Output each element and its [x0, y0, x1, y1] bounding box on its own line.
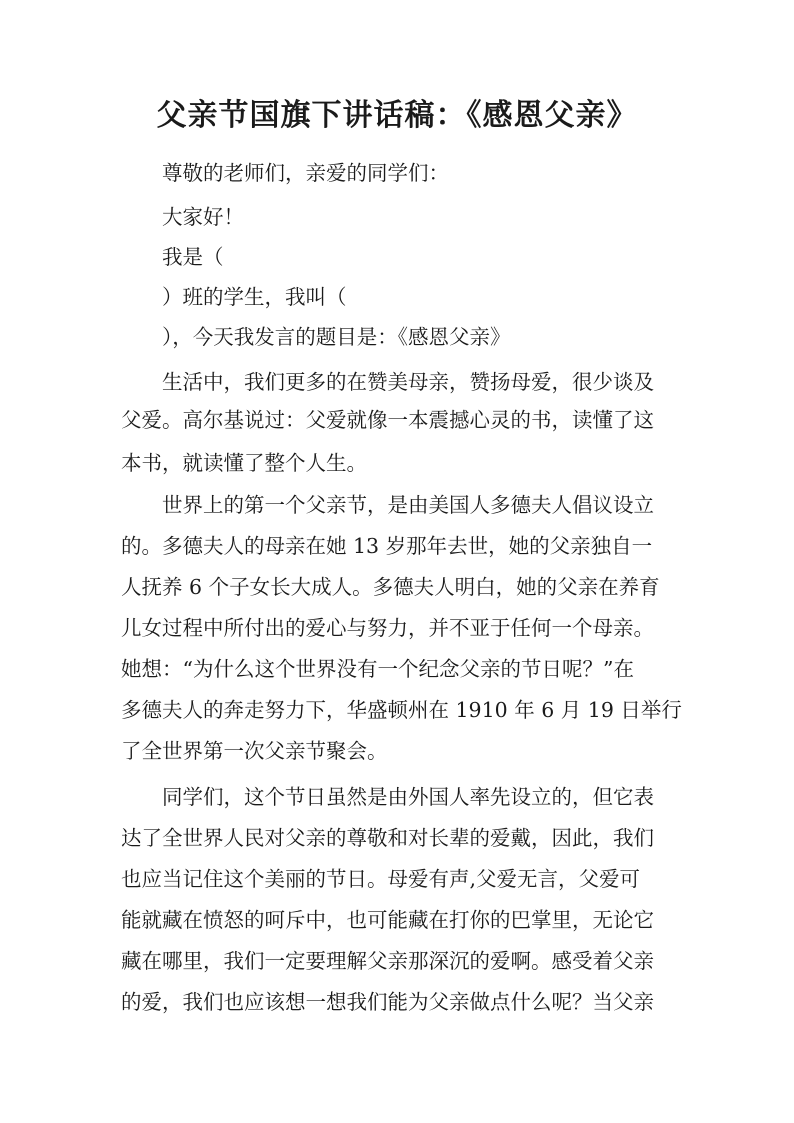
- document-title: 父亲节国旗下讲话稿：《感恩父亲》: [156, 98, 638, 133]
- paragraph-1-line-2: 父爱。高尔基说过：父爱就像一本震撼心灵的书，读懂了这: [121, 408, 654, 432]
- intro-line-2: ）班的学生，我叫（: [162, 285, 347, 309]
- paragraph-3-line-4: 能就藏在愤怒的呵斥中，也可能藏在打你的巴掌里，无论它: [121, 908, 654, 932]
- greeting-line: 大家好！: [162, 205, 244, 229]
- paragraph-2-line-2: 的。多德夫人的母亲在她 13 岁那年去世，她的父亲独自一: [121, 534, 653, 558]
- paragraph-3-line-6: 的爱，我们也应该想一想我们能为父亲做点什么呢？当父亲: [121, 990, 654, 1014]
- paragraph-3-line-3: 也应当记住这个美丽的节日。母爱有声,父爱无言，父爱可: [121, 867, 641, 891]
- paragraph-3-line-1: 同学们，这个节日虽然是由外国人率先设立的，但它表: [162, 785, 654, 809]
- paragraph-3-line-5: 藏在哪里，我们一定要理解父亲那深沉的爱啊。感受着父亲: [121, 949, 654, 973]
- paragraph-2-line-6: 多德夫人的奔走努力下，华盛顿州在 1910 年 6 月 19 日举行: [121, 698, 682, 722]
- paragraph-1-line-3: 本书，就读懂了整个人生。: [121, 451, 367, 475]
- salutation-line: 尊敬的老师们，亲爱的同学们：: [162, 161, 449, 185]
- paragraph-2-line-3: 人抚养 6 个子女长大成人。多德夫人明白，她的父亲在养育: [121, 575, 660, 599]
- intro-line-3: ），今天我发言的题目是：《感恩父亲》: [162, 325, 511, 349]
- paragraph-2-line-1: 世界上的第一个父亲节，是由美国人多德夫人倡议设立: [162, 493, 654, 517]
- paragraph-2-line-5: 她想：“为什么这个世界没有一个纪念父亲的节日呢？”在: [121, 657, 634, 681]
- paragraph-3-line-2: 达了全世界人民对父亲的尊敬和对长辈的爱戴，因此，我们: [121, 826, 654, 850]
- intro-line-1: 我是（: [162, 245, 224, 269]
- paragraph-2-line-7: 了全世界第一次父亲节聚会。: [121, 739, 388, 763]
- paragraph-1-line-1: 生活中，我们更多的在赞美母亲，赞扬母爱，很少谈及: [162, 370, 654, 394]
- paragraph-2-line-4: 儿女过程中所付出的爱心与努力，并不亚于任何一个母亲。: [121, 616, 654, 640]
